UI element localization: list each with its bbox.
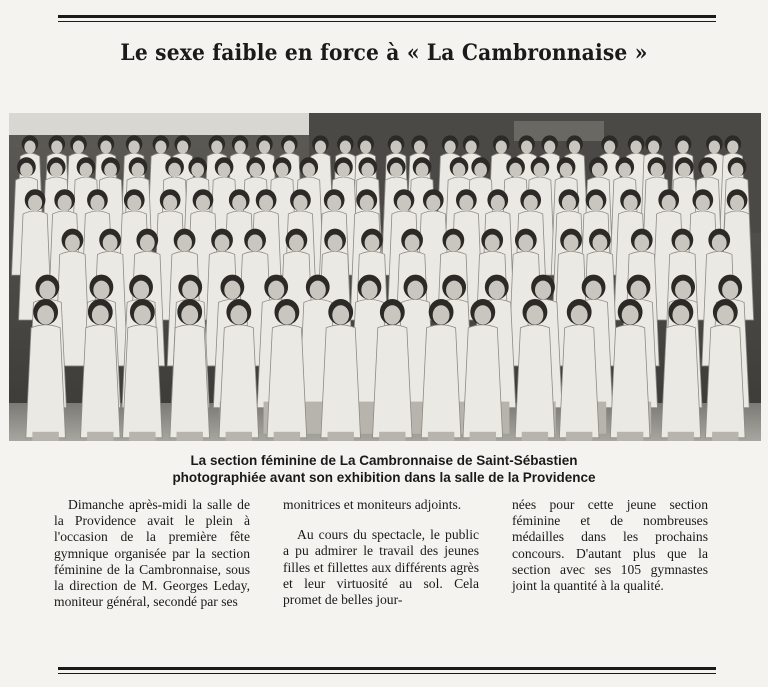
girl-figure-face (93, 281, 109, 300)
girl-figure-face (518, 234, 533, 251)
girl-figure-face (230, 305, 247, 324)
girl-figure-face (127, 195, 141, 211)
girl-figure-legs (470, 432, 496, 441)
girl-figure-face (232, 195, 246, 211)
girl-figure-face (140, 234, 155, 251)
article-paragraph: Dimanche après-midi la salle de la Providence avait le plein à l'occasion de la première fête gymnique organisée par la section féminine de la Cambronnaise, sous la direction de M. Georges Leday, moniteur général, secondé par ses (54, 497, 250, 610)
girl-figure-face (727, 141, 738, 154)
girl-figure-face (249, 163, 262, 178)
girl-figure-face (310, 281, 326, 300)
girl-figure-face (73, 141, 84, 154)
girl-figure-face (397, 195, 411, 211)
girl-figure-legs (617, 432, 643, 441)
girl-figure-face (535, 281, 551, 300)
girl-figure-body (610, 325, 650, 438)
girl-figure-face (289, 234, 304, 251)
girl-figure-face (521, 141, 532, 154)
girl-figure-face (37, 305, 54, 324)
girl-figure-face (485, 234, 500, 251)
girl-figure-face (65, 234, 80, 251)
girl-figure-face (544, 141, 555, 154)
girl-figure-legs (712, 432, 738, 441)
article-column-2 (283, 497, 479, 608)
girl-figure-legs (668, 432, 694, 441)
girl-figure-face (585, 281, 601, 300)
photo-sky (9, 113, 309, 135)
girl-figure-face (360, 195, 374, 211)
girl-figure-legs (274, 432, 300, 441)
girl-figure-face (24, 141, 35, 154)
article-column-3 (512, 497, 708, 594)
girl-figure-face (39, 281, 55, 300)
girl-figure-face (177, 141, 188, 154)
girl-figure-face (677, 141, 688, 154)
girl-figure-face (28, 195, 42, 211)
girl-figure-face (218, 163, 231, 178)
girl-figure-face (234, 141, 245, 154)
girl-figure-face (474, 305, 491, 324)
girl-figure-face (618, 163, 631, 178)
girl-figure-face (328, 234, 343, 251)
girl-figure-face (133, 281, 149, 300)
girl-figure-face (340, 141, 351, 154)
girl-figure-body (706, 325, 746, 438)
girl-figure-face (168, 163, 181, 178)
girl-figure-face (416, 163, 429, 178)
girl-figure-legs (226, 432, 252, 441)
article-paragraph: monitrices et moniteurs adjoints. (283, 497, 462, 512)
girl-figure-face (426, 195, 440, 211)
girl-figure-face (593, 234, 608, 251)
girl-figure-face (589, 195, 603, 211)
girl-figure-face (390, 141, 401, 154)
girl-figure-face (731, 163, 744, 178)
girl-figure-face (592, 163, 605, 178)
girl-figure-face (302, 163, 315, 178)
girl-figure-face (163, 195, 177, 211)
girl-figure-face (491, 195, 505, 211)
girl-figure-face (128, 141, 139, 154)
girl-figure-face (571, 305, 588, 324)
girl-figure-face (284, 141, 295, 154)
girl-figure-face (177, 234, 192, 251)
girl-figure-face (278, 305, 295, 324)
girl-figure-face (564, 234, 579, 251)
girl-figure-legs (32, 432, 58, 441)
girl-figure-body (123, 325, 163, 438)
girl-figure-face (215, 234, 230, 251)
girl-figure-legs (428, 432, 454, 441)
girl-figure-face (181, 305, 198, 324)
girl-figure-legs (566, 432, 592, 441)
girl-figure-face (51, 141, 62, 154)
girl-figure-face (696, 195, 710, 211)
girl-figure-face (259, 195, 273, 211)
girl-figure-face (524, 195, 538, 211)
girl-figure-face (407, 281, 423, 300)
girl-figure-face (361, 163, 374, 178)
girl-figure-face (712, 234, 727, 251)
girl-figure-face (50, 163, 63, 178)
girl-figure-face (562, 195, 576, 211)
girl-figure-face (414, 141, 425, 154)
group-photo (9, 113, 761, 441)
girl-figure-face (327, 195, 341, 211)
girl-figure-face (722, 281, 738, 300)
girl-figure-face (489, 281, 505, 300)
headline: Le sexe faible en force à « La Cambronnaise » (120, 40, 648, 66)
photo-caption (0, 452, 768, 486)
girl-figure-face (103, 234, 118, 251)
girl-figure-face (509, 163, 522, 178)
girl-figure-face (622, 305, 639, 324)
girl-figure-face (259, 141, 270, 154)
girl-figure-face (224, 281, 240, 300)
girl-figure-body (463, 325, 503, 438)
girl-figure-face (365, 234, 380, 251)
girl-figure-body (81, 325, 121, 438)
girl-figure-face (182, 281, 198, 300)
girl-figure-body (661, 325, 701, 438)
girl-figure-body (321, 325, 361, 438)
girl-figure-face (100, 141, 111, 154)
girl-figure-face (630, 141, 641, 154)
girl-figure-face (678, 163, 691, 178)
girl-figure-face (648, 141, 659, 154)
girl-figure-face (701, 163, 714, 178)
girl-figure-face (196, 195, 210, 211)
caption-line-2: photographiée avant son exhibition dans la salle de la Providence (172, 470, 596, 485)
girl-figure-face (104, 163, 117, 178)
girl-figure-face (527, 305, 544, 324)
girl-figure-face (604, 141, 615, 154)
girl-figure-face (360, 141, 371, 154)
girl-figure-face (211, 141, 222, 154)
girl-figure-face (405, 234, 420, 251)
caption-line-1: La section féminine de La Cambronnaise de Saint-Sébastien (190, 453, 578, 468)
girl-figure-face (90, 195, 104, 211)
girl-figure-face (662, 195, 676, 211)
girl-figure-face (134, 305, 151, 324)
girl-figure-face (730, 195, 744, 211)
girl-figure-face (496, 141, 507, 154)
girl-figure-face (390, 163, 403, 178)
girl-figure-face (446, 281, 462, 300)
girl-figure-body (219, 325, 259, 438)
girl-figure-face (675, 234, 690, 251)
girl-figure-body (373, 325, 413, 438)
girl-figure-legs (87, 432, 113, 441)
girl-figure-body (559, 325, 599, 438)
girl-figure-face (651, 163, 664, 178)
article-paragraph: Au cours du spectacle, le public a pu admirer le travail des jeunes filles et fillettes aux différents agrès et leur virtuosité au sol. Cela promet de belles jour- (283, 527, 479, 608)
girl-figure-body (515, 325, 555, 438)
girl-figure-face (80, 163, 93, 178)
top-rule (58, 15, 716, 22)
article-column-1 (54, 497, 250, 610)
girl-figure-face (624, 195, 638, 211)
girl-figure-face (459, 195, 473, 211)
girl-figure-face (276, 163, 289, 178)
girl-figure-face (446, 234, 461, 251)
girl-figure-face (191, 163, 204, 178)
girl-figure-face (315, 141, 326, 154)
girl-figure-legs (379, 432, 405, 441)
girl-figure-face (361, 281, 377, 300)
article-paragraph: nées pour cette jeune section féminine et de nombreuses médailles dans les prochains concours. D'autant plus que la section avec ses 105 gymnastes joint la quantité à la qualité. (512, 497, 708, 594)
girl-figure-face (433, 305, 450, 324)
girl-figure-face (58, 195, 72, 211)
girl-figure-face (634, 234, 649, 251)
girl-figure-body (267, 325, 307, 438)
girl-figure-face (337, 163, 350, 178)
girl-figure-face (630, 281, 646, 300)
girl-figure-body (170, 325, 210, 438)
girl-figure-face (675, 281, 691, 300)
girl-figure-face (569, 141, 580, 154)
girl-figure-face (709, 141, 720, 154)
girl-figure-face (534, 163, 547, 178)
girl-figure-face (268, 281, 284, 300)
girl-figure-face (384, 305, 401, 324)
girl-figure-face (293, 195, 307, 211)
girl-figure-face (444, 141, 455, 154)
girl-figure-face (92, 305, 109, 324)
girl-figure-body (26, 325, 66, 438)
girl-figure-legs (328, 432, 354, 441)
girl-figure-face (465, 141, 476, 154)
girl-figure-face (453, 163, 466, 178)
girl-figure-legs (177, 432, 203, 441)
girl-figure-body (421, 325, 461, 438)
girl-figure-face (20, 163, 33, 178)
girl-figure-face (474, 163, 487, 178)
girl-figure-legs (129, 432, 155, 441)
girl-figure-face (717, 305, 734, 324)
girl-figure-legs (522, 432, 548, 441)
girl-figure-face (132, 163, 145, 178)
girl-figure-face (155, 141, 166, 154)
girl-figure-face (560, 163, 573, 178)
girl-figure-face (332, 305, 349, 324)
girl-figure-face (248, 234, 263, 251)
bottom-rule (58, 667, 716, 674)
girl-figure-face (672, 305, 689, 324)
